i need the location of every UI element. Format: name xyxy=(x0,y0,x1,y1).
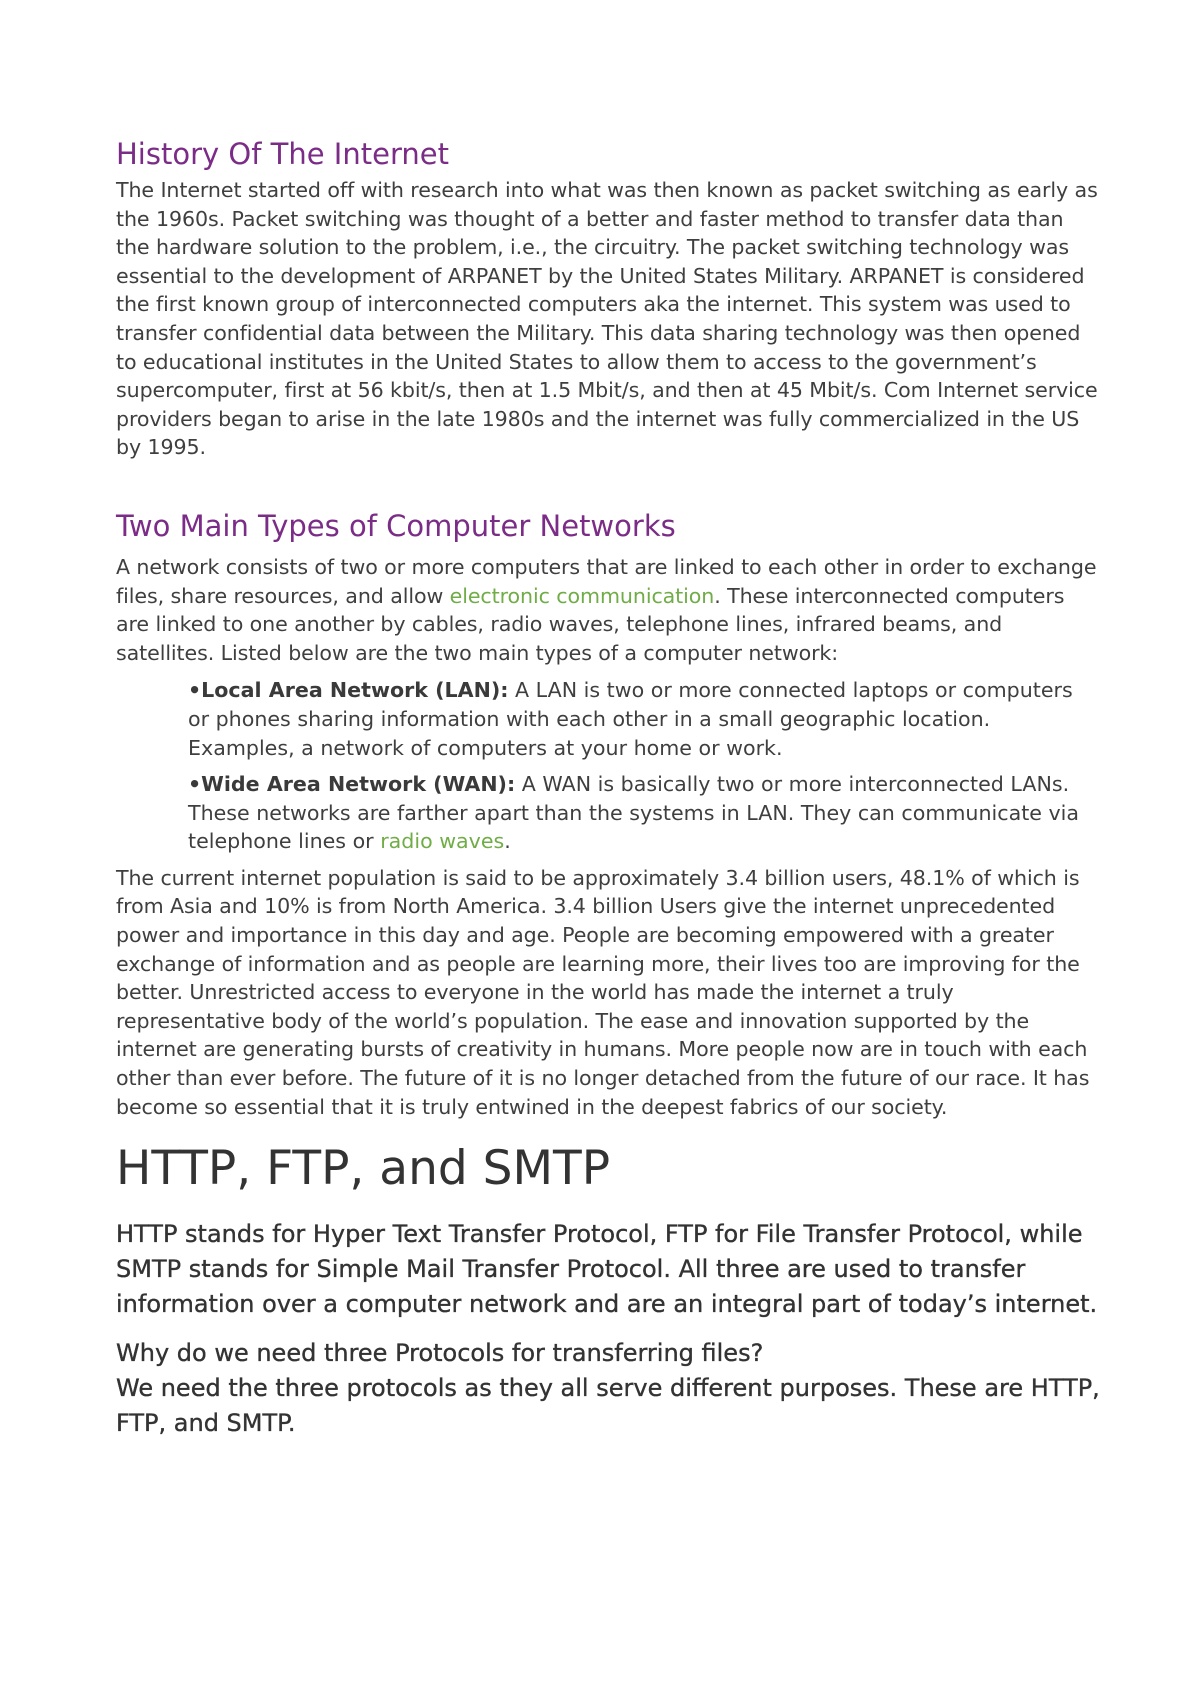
wan-description: A WAN is basically two or more interconnected LANs. These networks are farther apart than the systems in LAN. They can communicate via telephone lines or xyxy=(188,772,1080,854)
electronic-communication-link[interactable]: electronic communication xyxy=(449,583,715,608)
network-types-list xyxy=(116,676,1100,856)
protocols-question: Why do we need three Protocols for transferring files? xyxy=(116,1339,764,1368)
network-intro-text: A network consists of two or more computers that are linked to each other in order to exchange files, share resources, and allow xyxy=(116,554,1097,608)
list-item-lan xyxy=(188,676,1100,762)
lan-term: •Local Area Network (LAN): xyxy=(188,678,509,703)
network-intro-paragraph xyxy=(116,553,1100,667)
list-item-wan xyxy=(188,770,1100,856)
network-intro-text-cont: . These interconnected computers are linked to one another by cables, radio waves, telephone lines, infrared beams, and satellites. Listed below are the two main types of a computer network: xyxy=(116,583,1065,665)
history-heading: History Of The Internet xyxy=(116,137,449,171)
wan-description-end: . xyxy=(504,829,511,854)
protocols-answer: We need the three protocols as they all serve different purposes. These are HTTP, FTP, and SMTP. xyxy=(116,1374,1100,1438)
history-paragraph: The Internet started off with research into what was then known as packet switching as early as the 1960s. Packet switching was thought of a better and faster method to transfer data than the hardware solution to the problem, i.e., the circuitry. The packet switching technology was essential to the development of ARPANET by the United States Military. ARPANET is considered the first known group of interconnected computers aka the internet. This system was used to transfer confidential data between the Military. This data sharing technology was then opened to educational institutes in the United States to allow them to access to the government’s supercomputer, first at 56 kbit/s, then at 1.5 Mbit/s, and then at 45 Mbit/s. Com Internet service providers began to arise in the late 1980s and the internet was fully commercialized in the US by 1995. xyxy=(116,178,1098,460)
lan-description: A LAN is two or more connected laptops or computers or phones sharing information with each other in a small geographic location. Examples, a network of computers at your home or work. xyxy=(188,678,1073,760)
protocols-heading: HTTP, FTP, and SMTP xyxy=(116,1141,611,1197)
wan-term: •Wide Area Network (WAN): xyxy=(188,772,516,797)
radio-waves-link[interactable]: radio waves xyxy=(380,829,505,854)
protocols-paragraph: HTTP stands for Hyper Text Transfer Protocol, FTP for File Transfer Protocol, while SMTP stands for Simple Mail Transfer Protocol. All three are used to transfer information over a computer network and are an integral part of today’s internet. xyxy=(116,1220,1098,1319)
document-page xyxy=(116,134,1100,1441)
network-types-heading: Two Main Types of Computer Networks xyxy=(116,508,676,543)
population-paragraph: The current internet population is said to be approximately 3.4 billion users, 48.1% of which is from Asia and 10% is from North America. 3.4 billion Users give the internet unprecedented power and importance in this day and age. People are becoming empowered with a greater exchange of information and as people are learning more, their lives too are improving for the better. Unrestricted access to everyone in the world has made the internet a truly representative body of the world’s population. The ease and innovation supported by the internet are generating bursts of creativity in humans. More people now are in touch with each other than ever before. The future of it is no longer detached from the future of our race. It has become so essential that it is truly entwined in the deepest fabrics of our society. xyxy=(116,865,1090,1119)
